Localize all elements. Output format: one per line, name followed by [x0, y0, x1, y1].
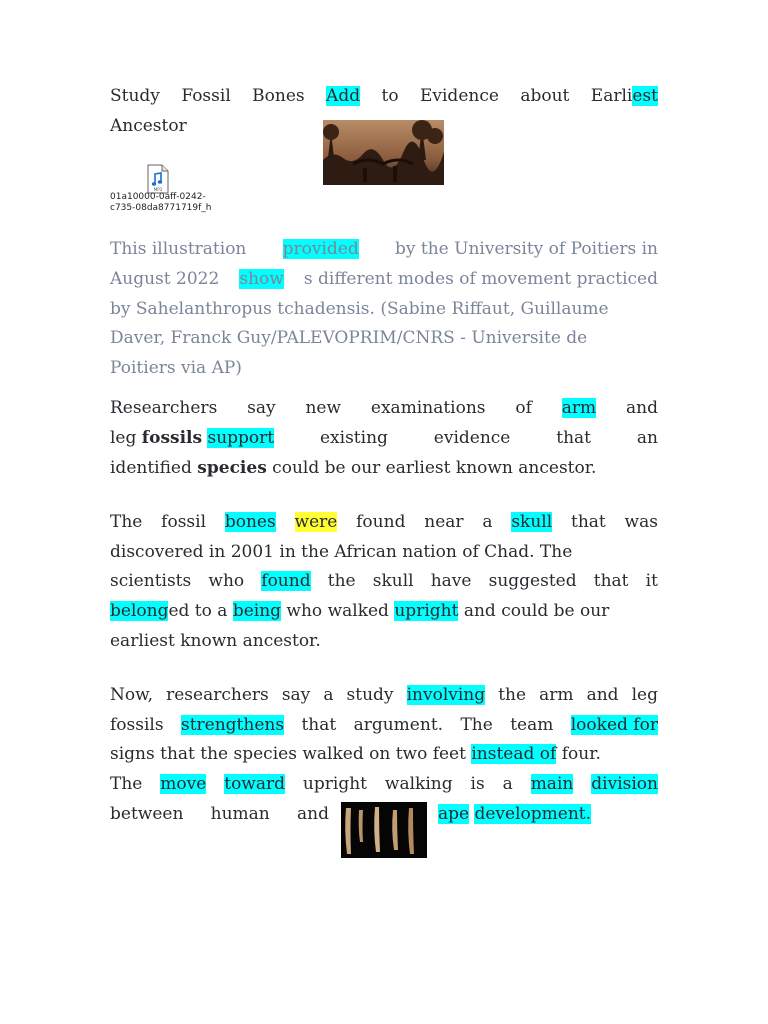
paragraph-line: signs that the species walked on two feet instead of four. [110, 744, 601, 764]
fossil-bones-image [341, 802, 427, 858]
paragraph-line: Researchers say new examinations of arm and [110, 398, 658, 418]
caption-line: This illustration provided by the University of Poitiers in [110, 239, 658, 259]
paragraph-line: belonged to a being who walked upright and could be our [110, 601, 610, 621]
paragraph-line: between human and [110, 804, 329, 824]
attachment-filename[interactable]: 01a10000-0aff-0242- c735-08da8771719f_h [110, 192, 212, 213]
paragraph-line-end: ape development. [438, 804, 592, 824]
paragraph-line: leg fossils support existing evidence that an [110, 428, 658, 448]
title-word-highlighted: Add [326, 86, 361, 106]
paragraph-line: discovered in 2001 in the African nation of Chad. The [110, 542, 573, 562]
caption-line: Poitiers via AP) [110, 358, 242, 378]
title-word: about [520, 86, 570, 106]
paragraph-line: The move toward upright walking is a main division [110, 774, 658, 794]
article-title [110, 86, 658, 106]
caption-line: Daver, Franck Guy/PALEVOPRIM/CNRS - Universite de [110, 328, 588, 348]
sahelanthropus-illustration-image [323, 120, 444, 185]
paragraph-line: earliest known ancestor. [110, 631, 321, 651]
audio-file-icon[interactable] [146, 164, 170, 194]
paragraph-line: fossils strengthens that argument. The team looked for [110, 715, 658, 735]
caption-line: August 2022 show s different modes of movement practiced [110, 269, 658, 289]
paragraph-line: identified species could be our earliest known ancestor. [110, 458, 597, 478]
svg-text:MP3: MP3 [153, 187, 163, 192]
caption-line: by Sahelanthropus tchadensis. (Sabine Riffaut, Guillaume [110, 299, 609, 319]
paragraph-line: The fossil bones were found near a skull that was [110, 512, 658, 532]
paragraph-line: scientists who found the skull have suggested that it [110, 571, 658, 591]
title-word: Earliest [590, 86, 658, 106]
title-word: Fossil [181, 86, 231, 106]
paragraph-line: Now, researchers say a study involving the arm and leg [110, 685, 658, 705]
title-word: Study [110, 86, 160, 106]
title-word: Bones [252, 86, 305, 106]
title-word: to [381, 86, 399, 106]
article-title-line2: Ancestor [110, 116, 187, 136]
title-word: Evidence [419, 86, 499, 106]
